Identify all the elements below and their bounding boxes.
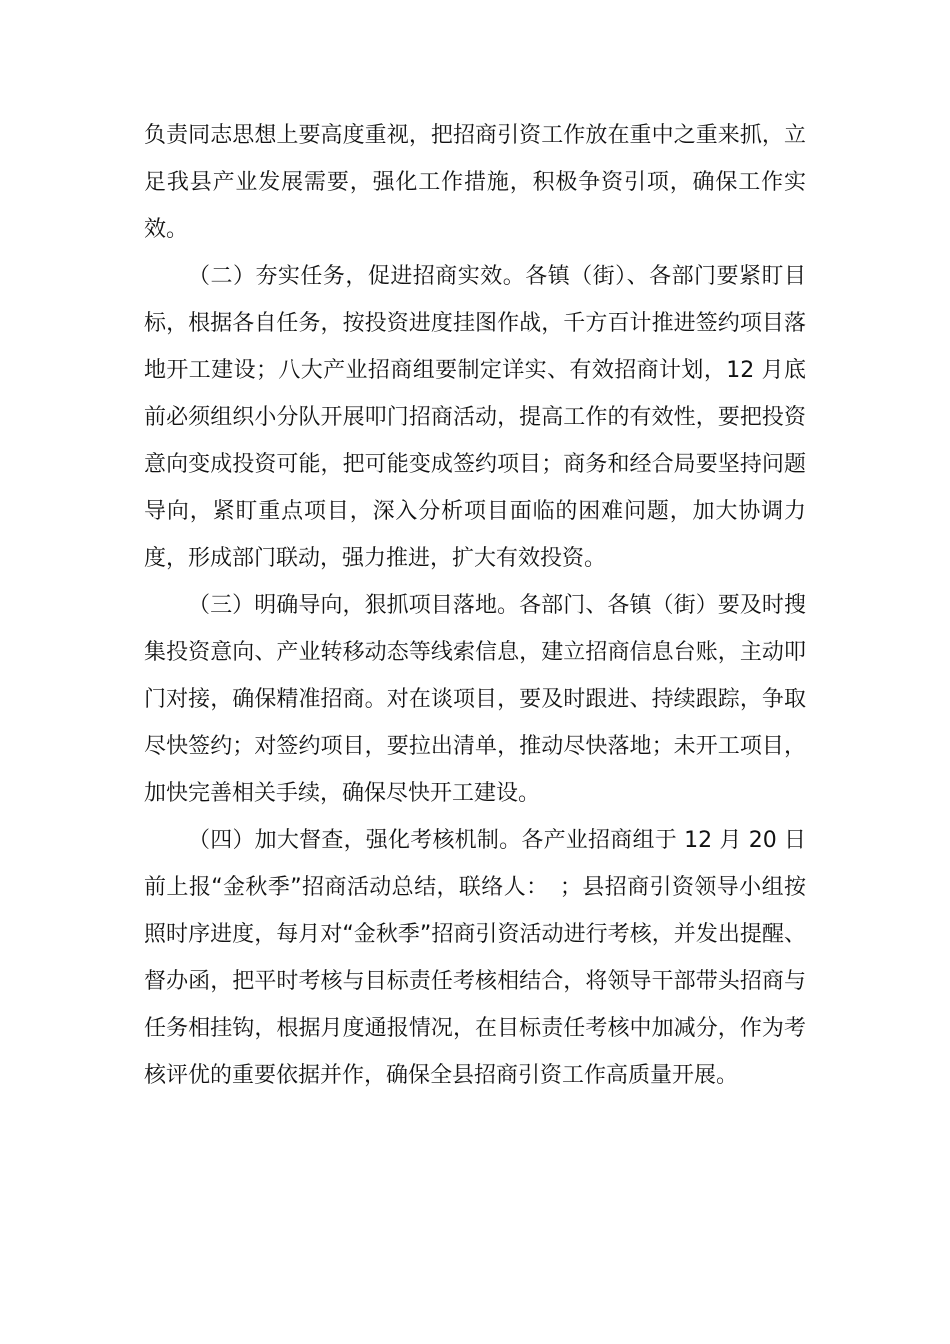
document-body [144, 112, 806, 1099]
paragraph-continued: 负责同志思想上要高度重视，把招商引资工作放在重中之重来抓，立足我县产业发展需要，强化工作措施，积极争资引项，确保工作实效。 [144, 123, 806, 242]
paragraph-section-three: （三）明确导向，狠抓项目落地。各部门、各镇（街）要及时搜集投资意向、产业转移动态等线索信息，建立招商信息台账，主动叩门对接，确保精准招商。对在谈项目，要及时跟进、持续跟踪，争取尽快签约；对签约项目，要拉出清单，推动尽快落地；未开工项目，加快完善相关手续，确保尽快开工建设。 [144, 593, 806, 806]
paragraph-section-four: （四）加大督查，强化考核机制。各产业招商组于 12 月 20 日前上报“金秋季”招商活动总结，联络人： ；县招商引资领导小组按照时序进度，每月对“金秋季”招商引资活动进行考核，并发出提醒、督办函，把平时考核与目标责任考核相结合，将领导干部带头招商与任务相挂钩，根据月度通报情况，在目标责任考核中加减分，作为考核评优的重要依据并作，确保全县招商引资工作高质量开展。 [144, 828, 806, 1088]
paragraph-section-two: （二）夯实任务，促进招商实效。各镇（街）、各部门要紧盯目标，根据各自任务，按投资进度挂图作战，千方百计推进签约项目落地开工建设；八大产业招商组要制定详实、有效招商计划，12 月底前必须组织小分队开展叩门招商活动，提高工作的有效性，要把投资意向变成投资可能，把可能变成签约项目；商务和经合局要坚持问题导向，紧盯重点项目，深入分析项目面临的困难问题，加大协调力度，形成部门联动，强力推进，扩大有效投资。 [144, 264, 806, 571]
